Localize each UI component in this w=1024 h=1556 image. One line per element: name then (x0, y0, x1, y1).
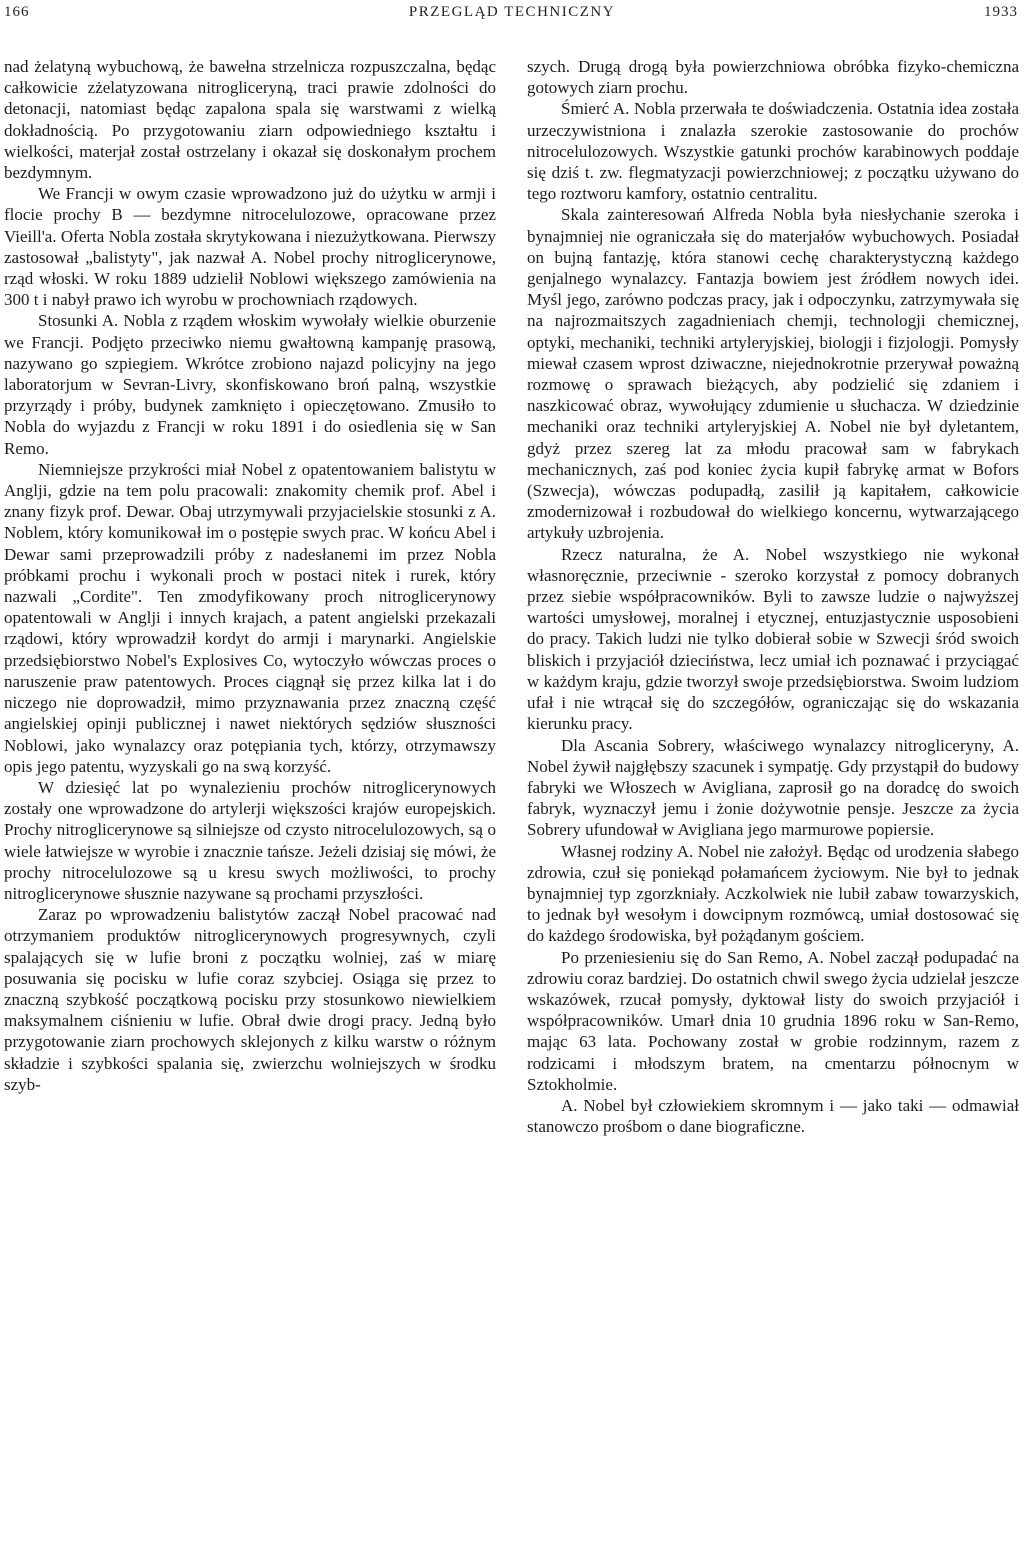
journal-title: PRZEGLĄD TECHNICZNY (408, 4, 616, 20)
left-column (4, 56, 496, 1095)
paragraph: szych. Drugą drogą była powierzchniowa obróbka fizyko-chemiczna gotowych ziarn prochu. (527, 57, 1019, 98)
paragraph: Własnej rodziny A. Nobel nie założył. Będąc od urodzenia słabego zdrowia, czuł się poniekąd połamańcem życiowym. Nie był to jednak bynajmniej typ zgorzkniały. Aczkolwiek nie lubił zabaw towarzyskich, to jednak był wesołym i dowcipnym rozmówcą, umiał dostosować się do każdego środowiska, był pożądanym gościem. (527, 841, 1019, 946)
paragraph: A. Nobel był człowiekiem skromnym i — jako taki — odmawiał stanowczo prośbom o dane biograficzne. (527, 1095, 1019, 1137)
paragraph: Po przeniesieniu się do San Remo, A. Nobel zaczął podupadać na zdrowiu coraz bardziej. Do ostatnich chwil swego życia udzielał jeszcze wskazówek, rzucał pomysły, dyktował listy do swoich przyjaciół i współpracowników. Umarł dnia 10 grudnia 1896 roku w San-Remo, mając 63 lata. Pochowany został w grobie rodzinnym, razem z rodzicami i młodszym bratem, na cmentarzu północnym w Sztokholmie. (527, 947, 1019, 1094)
paragraph: We Francji w owym czasie wprowadzono już do użytku w armji i flocie prochy B — bezdymne nitrocelulozowe, opracowane przez Vieill'a. Oferta Nobla została skrytykowana i niezużytkowana. Pierwszy zastosował „balistyty", jak nazwał A. Nobel prochy nitroglicerynowe, rząd włoski. W roku 1889 udzielił Noblowi większego zamówienia na 300 t i nabył prawo ich wyrobu w prochowniach rządowych. (4, 184, 496, 310)
paragraph: Stosunki A. Nobla z rządem włoskim wywołały wielkie oburzenie we Francji. Podjęto przeciwko niemu gwałtowną kampanję prasową, nazywano go szpiegiem. Wkrótce zrobiono najazd policyjny na jego laboratorjum w Sevran-Livry, skonfiskowano broń palną, wszystkie przyrządy i próby, budynek zamknięto i opieczętowano. Zmusiło to Nobla do wyjazdu z Francji w roku 1891 i do osiedlenia się w San Remo. (4, 311, 496, 458)
paragraph: Śmierć A. Nobla przerwała te doświadczenia. Ostatnia idea została urzeczywistniona i znalazła szerokie zastosowanie do prochów nitrocelulozowych. Wszystkie gatunki prochów karabinowych poddaje się dziś t. zw. flegmatyzacji powierzchniowej; z początku używano do tego roztworu kamfory, ostatnio centralitu. (527, 99, 1019, 204)
paragraph: Zaraz po wprowadzeniu balistytów zaczął Nobel pracować nad otrzymaniem produktów nitroglicerynowych progresywnych, czyli spalających się w lufie broni z początku wolniej, zaś w miarę posuwania się pocisku w lufie coraz szybciej. Osiąga się przez to znaczną szybkość początkową pocisku przy stosunkowo niewielkiem maksymalnem ciśnieniu w lufie. Obrał dwie drogi pracy. Jedną było przygotowanie ziarn prochowych sklejonych z kilku warstw o różnym składzie i szybkości spalania się, zwierzchu wolniejszych w środku szyb- (4, 905, 496, 1094)
paragraph: Dla Ascania Sobrery, właściwego wynalazcy nitrogliceryny, A. Nobel żywił najgłębszy szacunek i sympatję. Gdy przystąpił do budowy fabryki we Włoszech w Avigliana, zaprosił go na doradcę do swoich fabryk, wyznaczył jemu i żonie dożywotnie pensje. Jeszcze za życia Sobrery ufundował w Avigliana jego marmurowe popiersie. (527, 735, 1019, 840)
paragraph: Rzecz naturalna, że A. Nobel wszystkiego nie wykonał własnoręcznie, przeciwnie - szeroko korzystał z pomocy dobranych przez siebie współpracowników. Byli to zawsze ludzie o najwyższej wartości umysłowej, moralnej i etycznej, entuzjastycznie usposobieni do pracy. Takich ludzi nie tylko dobierał sobie w Szwecji śród swoich bliskich i przyjaciół dzieciństwa, lecz umiał ich poznawać i przyciągać w każdym kraju, gdzie tworzył swoje przedsiębiorstwa. Swoim ludziom ufał i nie wtrącał się do szczegółów, ograniczając się do wskazania kierunku pracy. (527, 544, 1019, 734)
right-column (527, 56, 1019, 1137)
page-number: 166 (4, 4, 30, 20)
running-header (0, 4, 1024, 28)
paragraph: Skala zainteresowań Alfreda Nobla była niesłychanie szeroka i bynajmniej nie ograniczała się do materjałów wybuchowych. Posiadał on bujną fantazję, która stanowi cechę charakterystyczną każdego genjalnego wynalazcy. Fantazja bowiem jest źródłem nowych idei. Myśl jego, zarówno podczas pracy, jak i odpoczynku, zatrzymywała się na najrozmaitszych zagadnieniach chemji, technologji chemicznej, optyki, mechaniki, techniki artyleryjskiej, biologji i fizjologji. Pomysły miewał czasem wprost dziwaczne, niejednokrotnie przerywał poważną rozmowę o sprawach bieżących, aby podzielić się zdaniem i naszkicować obraz, wywołujący zdumienie u słuchacza. W dziedzinie mechaniki oraz techniki artyleryjskiej A. Nobel nie był dyletantem, gdyż przez szereg lat za młodu pracował sam w fabrykach mechanicznych, zaś pod koniec życia kupił fabrykę armat w Bofors (Szwecja), wówczas podupadłą, zasilił ją kapitałem, całkowicie zmodernizował i rozbudował do wielkiego koncernu, wytwarzającego artykuły uzbrojenia. (527, 205, 1019, 543)
paragraph: Niemniejsze przykrości miał Nobel z opatentowaniem balistytu w Anglji, gdzie na tem polu pracowali: znakomity chemik prof. Abel i znany fizyk prof. Dewar. Obaj utrzymywali przyjacielskie stosunki z A. Noblem, który komunikował im o postępie swych prac. W końcu Abel i Dewar sami przeprowadzili próby z nadesłanemi im przez Nobla próbkami prochu i wykonali proch w postaci nitek i rurek, który nazwali „Cordite". Ten zmodyfikowany proch nitroglicerynowy opatentowali w Anglji i innych krajach, a patent angielski przekazali rządowi, który wprowadził kordyt do armji i marynarki. Angielskie przedsiębiorstwo Nobel's Explosives Co, wytoczyło wówczas proces o naruszenie praw patentowych. Proces ciągnął się przez kilka lat i do niczego nie doprowadził, mimo przyznawania przez znaczną część angielskiej opinji publicznej i nawet niektórych sędziów słuszności Noblowi, jako wynalazcy oraz potępiania tych, którzy, otrzymawszy opis jego patentu, wyzyskali go na swą korzyść. (4, 459, 496, 776)
year-label: 1933 (984, 4, 1018, 20)
paragraph: nad żelatyną wybuchową, że bawełna strzelnicza rozpuszczalna, będąc całkowicie zżelatyzowana nitrogliceryną, traci prawie zdolności do detonacji, natomiast będąc zapalona spala się warstwami z wielką dokładnością. Po przygotowaniu ziarn odpowiedniego kształtu i wielkości, materjał został ostrzelany i okazał się doskonałym prochem bezdymnym. (4, 57, 496, 183)
paragraph: W dziesięć lat po wynalezieniu prochów nitroglicerynowych zostały one wprowadzone do artylerji większości krajów europejskich. Prochy nitroglicerynowe są silniejsze od czysto nitrocelulozowych, są o wiele łatwiejsze w wyrobie i znacznie tańsze. Jeżeli dzisiaj się mówi, że prochy nitrocelulozowe są u kresu swych możliwości, to prochy nitroglicerynowe słusznie nazywane są prochami przyszłości. (4, 777, 496, 903)
